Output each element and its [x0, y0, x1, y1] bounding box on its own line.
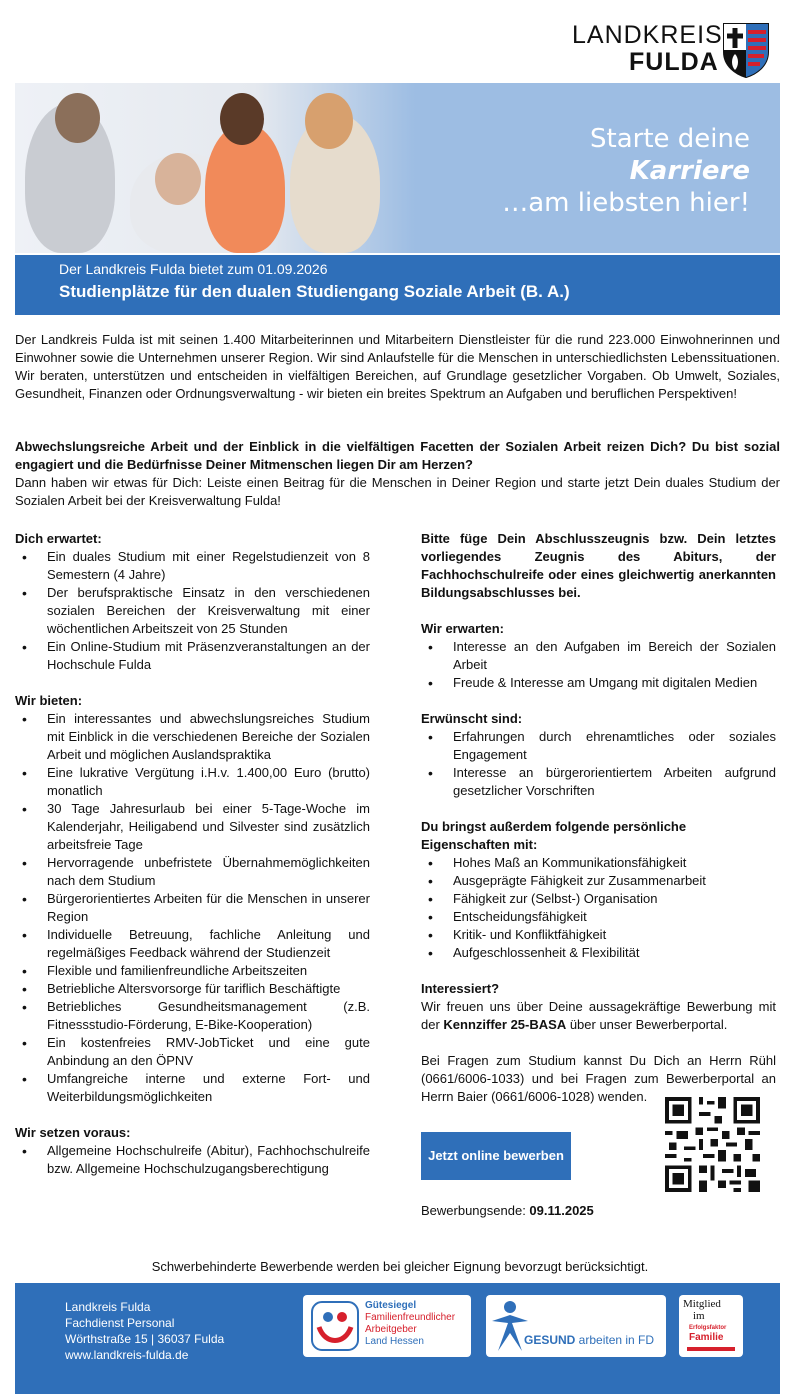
list-item: • Hervorragende unbefristete Übernahmemöglichkeiten nach dem Studium: [15, 854, 370, 890]
application-deadline: [421, 1203, 594, 1218]
require-list: [15, 1142, 370, 1178]
list-item: • 30 Tage Jahresurlaub bei einer 5-Tage-Woche im Kalenderjahr, Heiligabend und Silvester sind zusätzlich arbeitsfreie Tage: [15, 800, 370, 854]
interest-heading: Interessiert?: [421, 981, 500, 996]
badge3-line1: Mitglied: [683, 1298, 721, 1310]
attach-note: Bitte füge Dein Abschlusszeugnis bzw. Dein letztes vorliegendes Zeugnis des Abiturs, der Fachhochschulreife oder eines gleichwertig anerkannten Bildungsabschlusses bei.: [421, 531, 776, 600]
footer: [15, 1283, 780, 1394]
reference-code: Kennziffer 25-BASA: [443, 1017, 567, 1032]
teaser-text: Dann haben wir etwas für Dich: Leiste einen Beitrag für die Menschen in Deiner Region und starte jetzt Dein duales Studium der Sozialen Arbeit bei der Kreisverwaltung Fulda!: [15, 475, 780, 508]
list-item: • Eine lukrative Vergütung i.H.v. 1.400,00 Euro (brutto) monatlich: [15, 764, 370, 800]
offer-list: [15, 710, 370, 1106]
list-item: • Flexible und familienfreundliche Arbeitszeiten: [15, 962, 370, 980]
interest-text-after: über unser Bewerberportal.: [566, 1017, 728, 1032]
list-item: • Ein duales Studium mit einer Regelstudienzeit von 8 Semestern (4 Jahre): [15, 548, 370, 584]
list-item: • Interesse an bürgerorientiertem Arbeiten aufgrund gesetzlicher Vorschriften: [421, 764, 776, 800]
traits-heading: Du bringst außerdem folgende persönliche Eigenschaften mit:: [421, 819, 687, 852]
list-item: • Ein kostenfreies RMV-JobTicket und eine gute Anbindung an den ÖPNV: [15, 1034, 370, 1070]
badge1-line2: Familienfreundlicher: [365, 1312, 456, 1323]
badge3-bar: [687, 1347, 735, 1351]
landkreis-logo: [572, 20, 772, 80]
list-item: • Kritik- und Konfliktfähigkeit: [421, 926, 776, 944]
band-title: Studienplätze für den dualen Studiengang Soziale Arbeit (B. A.): [59, 282, 570, 301]
right-column: [421, 530, 776, 1106]
title-band: [15, 255, 780, 315]
qr-code-icon[interactable]: [665, 1097, 760, 1192]
questions-text: Bei Fragen zum Studium kannst Du Dich an Herrn Rühl (0661/6006-1033) und bei Fragen zum Bewerberportal an Herrn Baier (0661/6006-1028) wenden.: [421, 1053, 776, 1104]
footer-org: Landkreis Fulda: [65, 1300, 151, 1314]
teaser-bold: Abwechslungsreiche Arbeit und der Einblick in die vielfältigen Facetten der Sozialen Arbeit reizen Dich? Du bist sozial engagiert und die Bedürfnisse Deiner Mitmenschen liegen Dir am Herzen?: [15, 439, 780, 472]
list-item: • Allgemeine Hochschulreife (Abitur), Fachhochschulreife bzw. Allgemeine Hochschulzugangsberechtigung: [15, 1142, 370, 1178]
footer-address: [65, 1299, 224, 1363]
list-item: • Interesse an den Aufgaben im Bereich der Sozialen Arbeit: [421, 638, 776, 674]
footer-web-link[interactable]: www.landkreis-fulda.de: [65, 1348, 189, 1362]
list-item: • Der berufspraktische Einsatz in den verschiedenen sozialen Bereichen der Kreisverwaltung mit einer wöchentlichen Arbeitszeit von 25 Stunden: [15, 584, 370, 638]
expect-list: [15, 548, 370, 674]
teaser-paragraph: [15, 438, 780, 510]
list-item: • Ein Online-Studium mit Präsenzveranstaltungen an der Hochschule Fulda: [15, 638, 370, 674]
badge3-line4: Familie: [689, 1332, 724, 1343]
hero-slogan: [502, 123, 750, 219]
gesund-arbeiten-badge: [486, 1295, 666, 1357]
badge2-line1: GESUND: [524, 1333, 576, 1347]
desired-list: [421, 728, 776, 800]
left-column: [15, 530, 370, 1178]
badge3-line3: Erfolgsfaktor: [689, 1325, 727, 1331]
disability-note: Schwerbehinderte Bewerbende werden bei gleicher Eignung bevorzugt berücksichtigt.: [151, 1259, 649, 1274]
require-heading: Wir setzen voraus:: [15, 1125, 131, 1140]
badge1-line1: Gütesiegel: [365, 1300, 417, 1311]
list-item: • Umfangreiche interne und externe Fort- und Weiterbildungsmöglichkeiten: [15, 1070, 370, 1106]
logo-line1: LANDKREIS: [572, 21, 723, 49]
badge1-line4: Land Hessen: [365, 1336, 424, 1347]
slogan-line2: Karriere: [629, 156, 750, 186]
erfolgsfaktor-familie-badge: [679, 1295, 743, 1357]
interest-text-before: Wir freuen uns über Deine aussagekräftige Bewerbung mit der: [421, 999, 776, 1032]
desired-heading: Erwünscht sind:: [421, 711, 523, 726]
traits-list: [421, 854, 776, 962]
list-item: • Aufgeschlossenheit & Flexibilität: [421, 944, 776, 962]
list-item: • Hohes Maß an Kommunikationsfähigkeit: [421, 854, 776, 872]
list-item: • Betriebliches Gesundheitsmanagement (z.B. Fitnessstudio-Förderung, E-Bike-Kooperation): [15, 998, 370, 1034]
footer-street: Wörthstraße 15 | 36037 Fulda: [65, 1332, 225, 1346]
badge3-line2: im: [693, 1310, 705, 1322]
list-item: • Erfahrungen durch ehrenamtliches oder soziales Engagement: [421, 728, 776, 764]
deadline-date: 09.11.2025: [529, 1203, 594, 1218]
list-item: • Individuelle Betreuung, fachliche Anleitung und regelmäßiges Feedback während der Studienzeit: [15, 926, 370, 962]
wexpect-heading: Wir erwarten:: [421, 621, 504, 636]
list-item: • Fähigkeit zur (Selbst-) Organisation: [421, 890, 776, 908]
badge1-line3: Arbeitgeber: [365, 1324, 417, 1335]
expect-heading: Dich erwartet:: [15, 531, 102, 546]
badge2-line2: arbeiten in FD: [575, 1333, 655, 1347]
family-friendly-logo-icon: [311, 1301, 359, 1351]
list-item: • Entscheidungsfähigkeit: [421, 908, 776, 926]
hero-photo: [15, 83, 415, 253]
interest-text: [421, 998, 776, 1034]
crest-icon: [722, 22, 770, 78]
intro-paragraph: Der Landkreis Fulda ist mit seinen 1.400 Mitarbeiterinnen und Mitarbeitern Dienstleister für die rund 223.000 Einwohnerinnen und Einwohner sowie die Unternehmen unserer Region. Wir sind Anlaufstelle für die Menschen in unterschiedlichsten Lebenssituationen. Wir beraten, unterstützen und entscheiden in vielfältigen Bereichen, auf Grundlage gesetzlicher Vorgaben. Ob Umwelt, Soziales, Gesundheit, Finanzen oder Ordnungsverwaltung - wir bieten ein breites Spektrum an Aufgaben und beruflichen Perspektiven!: [15, 332, 780, 401]
list-item: • Betriebliche Altersvorsorge für tariflich Beschäftigte: [15, 980, 370, 998]
footer-dept: Fachdienst Personal: [65, 1316, 175, 1330]
list-item: • Ausgeprägte Fähigkeit zur Zusammenarbeit: [421, 872, 776, 890]
family-friendly-badge: [303, 1295, 471, 1357]
band-subtitle: Der Landkreis Fulda bietet zum 01.09.2026: [59, 261, 328, 277]
list-item: • Bürgerorientiertes Arbeiten für die Menschen in unserer Region: [15, 890, 370, 926]
slogan-line3: …am liebsten hier!: [502, 188, 750, 218]
logo-line2: FULDA: [629, 48, 719, 76]
list-item: • Freude & Interesse am Umgang mit digitalen Medien: [421, 674, 776, 692]
offer-heading: Wir bieten:: [15, 693, 83, 708]
slogan-line1: Starte deine: [590, 124, 750, 154]
apply-online-button[interactable]: Jetzt online bewerben: [421, 1132, 571, 1180]
deadline-label: Bewerbungsende:: [421, 1203, 530, 1218]
wexpect-list: [421, 638, 776, 692]
hero-banner: [15, 83, 780, 253]
list-item: • Ein interessantes und abwechslungsreiches Studium mit Einblick in die verschiedenen Bereiche der Sozialen Arbeit und möglichen Auslandspraktika: [15, 710, 370, 764]
